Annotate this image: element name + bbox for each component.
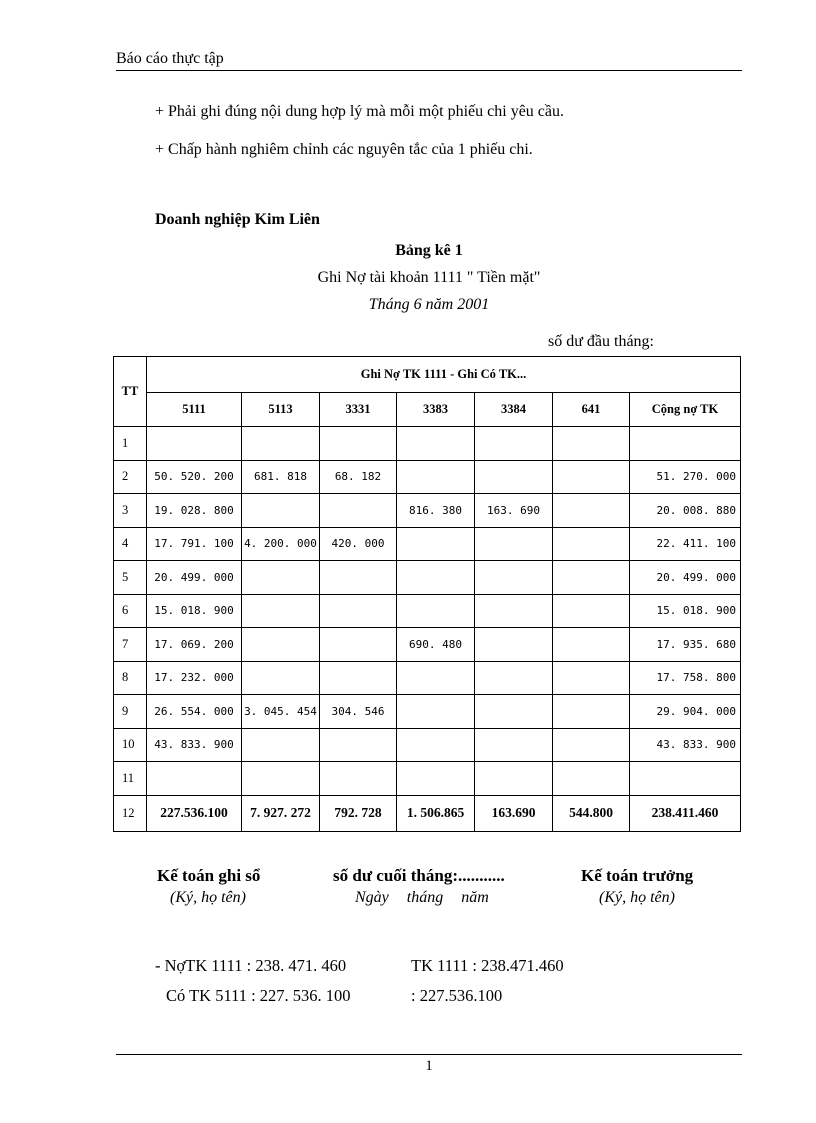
amount-cell <box>242 762 320 796</box>
amount-cell <box>475 561 553 595</box>
amount-cell <box>553 762 630 796</box>
table-total-row <box>114 795 741 831</box>
table-row <box>114 427 741 461</box>
row-number-cell: 5 <box>114 561 147 595</box>
instruction-bullet-1: + Phải ghi đúng nội dung hợp lý mà mỗi một phiếu chi yêu cầu. <box>155 103 564 120</box>
amount-cell: 50. 520. 200 <box>147 460 242 494</box>
amount-cell <box>242 561 320 595</box>
amount-cell: 43. 833. 900 <box>630 728 741 762</box>
amount-cell <box>553 695 630 729</box>
table-period: Tháng 6 năm 2001 <box>368 296 490 313</box>
amount-cell: 238.411.460 <box>630 795 741 831</box>
amount-cell <box>397 594 475 628</box>
amount-cell <box>553 728 630 762</box>
row-number-cell: 11 <box>114 762 147 796</box>
amount-cell: 690. 480 <box>397 628 475 662</box>
column-header: 3383 <box>397 393 475 427</box>
amount-cell: 17. 069. 200 <box>147 628 242 662</box>
amount-cell <box>475 527 553 561</box>
amount-cell <box>320 427 397 461</box>
table-row <box>114 561 741 595</box>
amount-cell <box>475 628 553 662</box>
amount-cell <box>475 762 553 796</box>
table-row <box>114 762 741 796</box>
header-divider <box>116 70 742 71</box>
amount-cell: 20. 499. 000 <box>147 561 242 595</box>
amount-cell <box>630 762 741 796</box>
amount-cell <box>397 661 475 695</box>
amount-cell <box>320 628 397 662</box>
amount-cell <box>242 427 320 461</box>
amount-cell <box>147 427 242 461</box>
table-row <box>114 594 741 628</box>
amount-cell: 4. 200. 000 <box>242 527 320 561</box>
amount-cell <box>475 695 553 729</box>
row-number-cell: 9 <box>114 695 147 729</box>
row-number-cell: 10 <box>114 728 147 762</box>
amount-cell <box>397 527 475 561</box>
table-row <box>114 494 741 528</box>
debit-entry: - NợTK 1111 : 238. 471. 460 <box>155 956 347 975</box>
amount-cell: 163. 690 <box>475 494 553 528</box>
column-header: 641 <box>553 393 630 427</box>
closing-balance-label: số dư cuối tháng:........... <box>333 866 505 885</box>
amount-cell: 420. 000 <box>320 527 397 561</box>
row-number-cell: 8 <box>114 661 147 695</box>
chief-signature-note: (Ký, họ tên) <box>599 889 675 906</box>
amount-cell: 68. 182 <box>320 460 397 494</box>
amount-cell: 17. 791. 100 <box>147 527 242 561</box>
table-title: Bảng kê 1 <box>395 242 463 259</box>
row-number-cell: 6 <box>114 594 147 628</box>
debit-entry-total: TK 1111 : 238.471.460 <box>411 956 564 975</box>
company-name: Doanh nghiệp Kim Liên <box>155 211 320 228</box>
amount-cell <box>242 628 320 662</box>
table-row <box>114 460 741 494</box>
amount-cell <box>553 661 630 695</box>
amount-cell <box>242 594 320 628</box>
amount-cell <box>553 460 630 494</box>
amount-cell <box>475 728 553 762</box>
amount-cell: 15. 018. 900 <box>147 594 242 628</box>
amount-cell <box>475 427 553 461</box>
column-header: 5113 <box>242 393 320 427</box>
credit-entry: Có TK 5111 : 227. 536. 100 <box>166 986 351 1005</box>
amount-cell <box>553 628 630 662</box>
amount-cell <box>397 728 475 762</box>
amount-cell: 26. 554. 000 <box>147 695 242 729</box>
amount-cell <box>553 527 630 561</box>
row-number-cell: 3 <box>114 494 147 528</box>
amount-cell <box>553 594 630 628</box>
column-header: 3331 <box>320 393 397 427</box>
amount-cell <box>320 594 397 628</box>
amount-cell: 17. 935. 680 <box>630 628 741 662</box>
amount-cell <box>320 494 397 528</box>
amount-cell: 544.800 <box>553 795 630 831</box>
column-header: 5111 <box>147 393 242 427</box>
column-header: Cộng nợ TK <box>630 393 741 427</box>
credit-entry-total: : 227.536.100 <box>411 986 503 1005</box>
amount-cell: 20. 499. 000 <box>630 561 741 595</box>
amount-cell <box>397 561 475 595</box>
amount-cell <box>320 561 397 595</box>
amount-cell: 816. 380 <box>397 494 475 528</box>
amount-cell <box>242 661 320 695</box>
row-number-cell: 12 <box>114 795 147 831</box>
amount-cell: 1. 506.865 <box>397 795 475 831</box>
table-subtitle: Ghi Nợ tài khoản 1111 " Tiền mặt" <box>317 269 541 286</box>
chief-accountant-signature-title: Kế toán trưởng <box>581 866 694 885</box>
row-number-cell: 1 <box>114 427 147 461</box>
amount-cell <box>475 661 553 695</box>
amount-cell <box>397 762 475 796</box>
instruction-bullet-2: + Chấp hành nghiêm chỉnh các nguyên tắc của 1 phiếu chi. <box>155 141 533 158</box>
amount-cell <box>242 728 320 762</box>
amount-cell <box>320 661 397 695</box>
row-number-cell: 4 <box>114 527 147 561</box>
report-header-title: Báo cáo thực tập <box>116 50 224 67</box>
date-signature-note: Ngày tháng năm <box>355 889 489 906</box>
amount-cell: 17. 758. 800 <box>630 661 741 695</box>
amount-cell <box>630 427 741 461</box>
amount-cell: 17. 232. 000 <box>147 661 242 695</box>
accountant-signature-title: Kế toán ghi sổ <box>157 866 261 885</box>
amount-cell: 51. 270. 000 <box>630 460 741 494</box>
table-row <box>114 728 741 762</box>
amount-cell <box>475 594 553 628</box>
amount-cell: 227.536.100 <box>147 795 242 831</box>
accountant-signature-note: (Ký, họ tên) <box>170 889 246 906</box>
footer-divider <box>116 1054 742 1055</box>
table-row <box>114 695 741 729</box>
amount-cell: 43. 833. 900 <box>147 728 242 762</box>
amount-cell: 3. 045. 454 <box>242 695 320 729</box>
amount-cell <box>320 728 397 762</box>
page-number: 1 <box>425 1058 433 1074</box>
table-row <box>114 527 741 561</box>
table-row <box>114 661 741 695</box>
amount-cell <box>553 427 630 461</box>
amount-cell: 681. 818 <box>242 460 320 494</box>
amount-cell: 792. 728 <box>320 795 397 831</box>
group-header: Ghi Nợ TK 1111 - Ghi Có TK... <box>147 357 741 393</box>
amount-cell <box>320 762 397 796</box>
table-row <box>114 628 741 662</box>
amount-cell: 19. 028. 800 <box>147 494 242 528</box>
amount-cell <box>147 762 242 796</box>
row-number-cell: 7 <box>114 628 147 662</box>
amount-cell: 29. 904. 000 <box>630 695 741 729</box>
amount-cell <box>475 460 553 494</box>
amount-cell: 20. 008. 880 <box>630 494 741 528</box>
amount-cell: 15. 018. 900 <box>630 594 741 628</box>
amount-cell: 304. 546 <box>320 695 397 729</box>
amount-cell <box>397 427 475 461</box>
amount-cell: 22. 411. 100 <box>630 527 741 561</box>
row-number-cell: 2 <box>114 460 147 494</box>
amount-cell <box>242 494 320 528</box>
amount-cell <box>553 561 630 595</box>
amount-cell <box>397 460 475 494</box>
opening-balance-label: số dư đầu tháng: <box>548 333 654 350</box>
amount-cell <box>397 695 475 729</box>
amount-cell <box>553 494 630 528</box>
column-header: 3384 <box>475 393 553 427</box>
amount-cell: 7. 927. 272 <box>242 795 320 831</box>
amount-cell: 163.690 <box>475 795 553 831</box>
ledger-table <box>113 356 741 832</box>
tt-header: TT <box>114 357 147 427</box>
